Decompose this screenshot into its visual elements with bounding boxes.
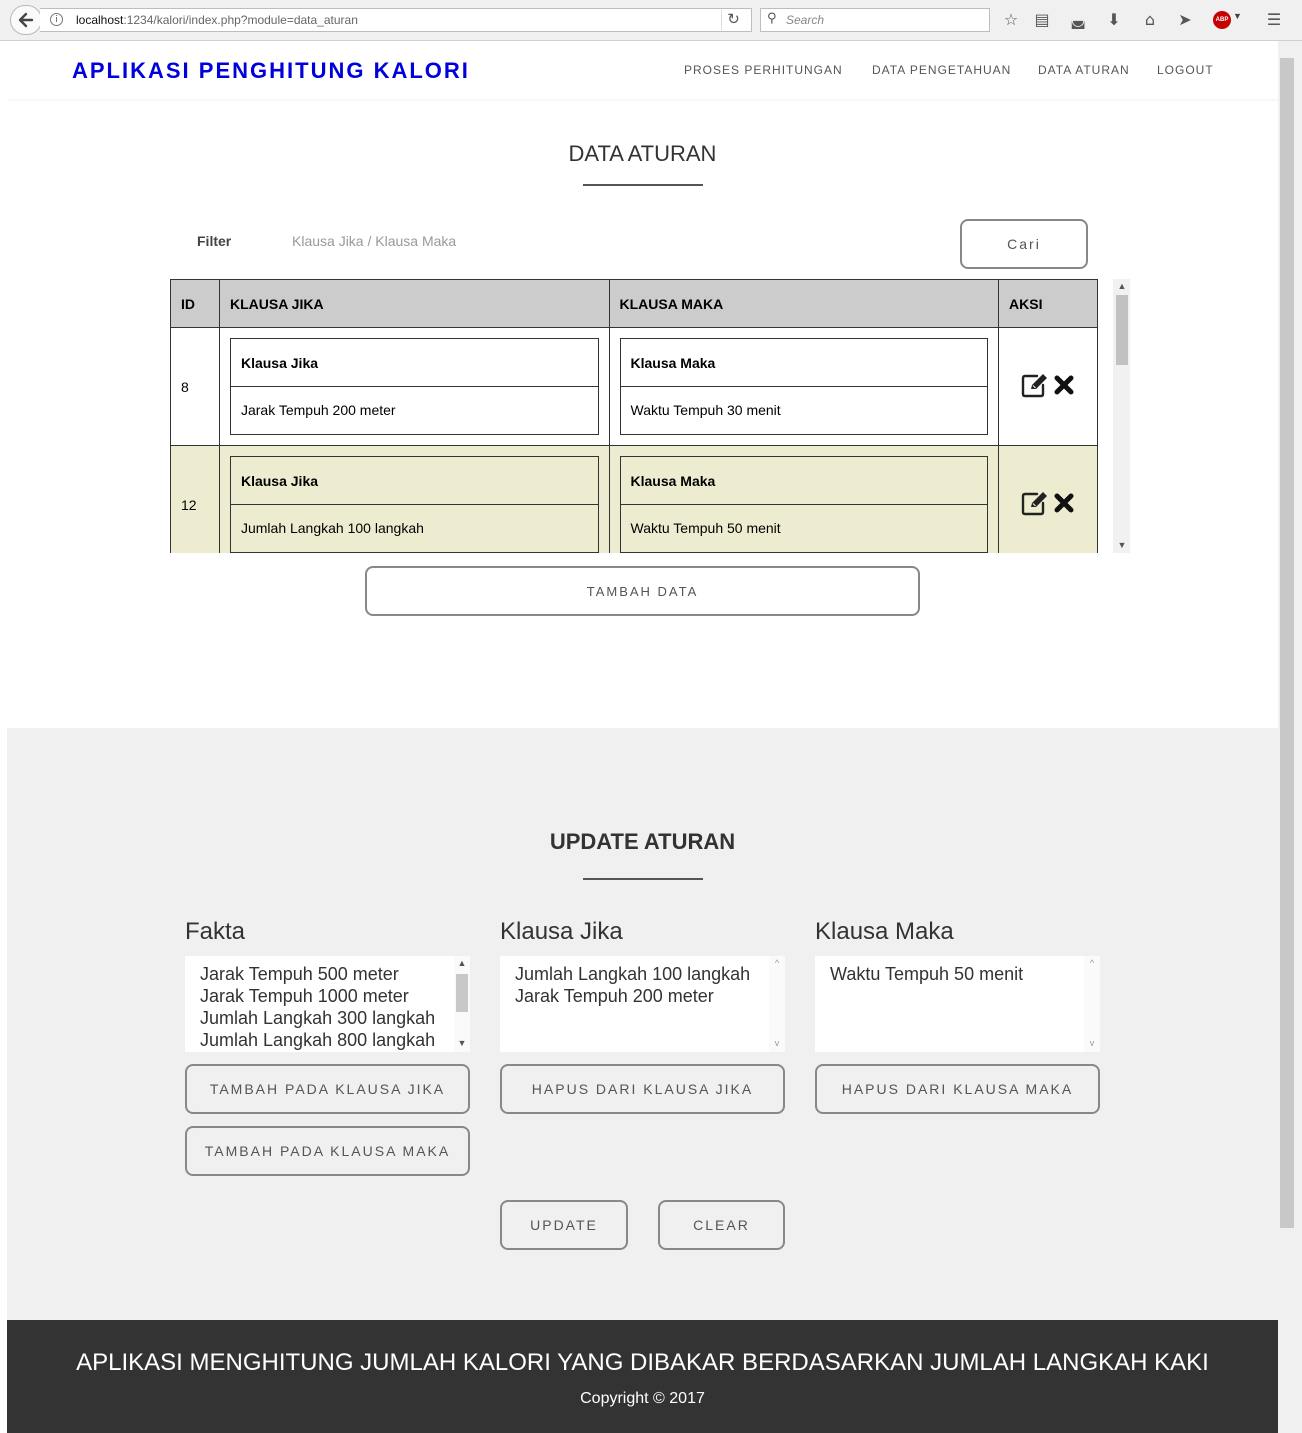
remove-from-klausa-jika-button[interactable]: HAPUS DARI KLAUSA JIKA [500,1064,785,1114]
column-header-klausa-maka: KLAUSA MAKA [609,280,999,328]
klausa-maka-box [620,456,989,553]
scroll-up-icon[interactable]: ▲ [457,958,467,968]
send-icon[interactable]: ➤ [1178,10,1192,29]
row-actions [999,446,1098,554]
chevron-down-icon[interactable]: ▼ [1233,11,1242,21]
edit-icon[interactable] [1021,372,1049,398]
title-divider [583,184,703,186]
search-icon: ⚲ [767,11,777,26]
filter-input[interactable] [285,227,665,255]
info-icon[interactable]: i [50,13,63,26]
title-divider [583,878,703,880]
pocket-icon[interactable]: ◛ [1070,10,1086,29]
list-item[interactable]: Jarak Tempuh 200 meter [515,986,714,1006]
klausa-jika-box [230,456,599,553]
update-aturan-title: UPDATE ATURAN [549,829,736,854]
rules-table [170,279,1098,553]
klausa-jika-label: Klausa Jika [231,339,598,387]
footer-title: APLIKASI MENGHITUNG JUMLAH KALORI YANG DIBAKAR BERDASARKAN JUMLAH LANGKAH KAKI [76,1349,1209,1376]
list-item[interactable]: Jumlah Langkah 100 langkah [515,964,751,984]
klausa-maka-box [620,338,989,435]
back-button[interactable] [10,5,42,35]
bookmark-star-icon[interactable]: ☆ [1003,10,1019,29]
brand-title[interactable]: APLIKASI PENGHITUNG KALORI [72,58,470,83]
klausa-maka-value: Waktu Tempuh 30 menit [630,402,781,418]
row-id: 12 [171,446,220,554]
nav-data-aturan[interactable]: DATA ATURAN [1038,63,1130,77]
list-item[interactable]: Jumlah Langkah 300 langkah [200,1008,436,1028]
row-actions [999,328,1098,446]
url-text: localhost:1234/kalori/index.php?module=data_aturan [76,13,358,27]
rules-table-container [170,279,1130,553]
fakta-scroll-thumb[interactable] [456,974,468,1012]
page-viewport [7,41,1278,1433]
scroll-down-icon[interactable]: v [774,1038,780,1048]
search-button[interactable]: Cari [960,219,1088,269]
klausa-jika-title: Klausa Jika [500,918,623,945]
klausa-maka-listbox[interactable] [815,956,1100,1052]
klausa-jika-label: Klausa Jika [231,457,598,505]
klausa-maka-value: Waktu Tempuh 50 menit [630,520,781,536]
browser-search-bar[interactable] [760,8,990,32]
klausa-maka-scrollbar[interactable] [1084,956,1100,1052]
hamburger-menu-icon[interactable]: ☰ [1266,10,1282,29]
scroll-down-icon[interactable]: v [1089,1038,1095,1048]
delete-icon[interactable] [1053,492,1075,514]
browser-search-placeholder: Search [786,13,825,27]
column-header-klausa-jika: KLAUSA JIKA [219,280,609,328]
scroll-up-icon[interactable]: ^ [1089,958,1095,968]
update-button[interactable]: UPDATE [500,1200,628,1250]
update-section [7,728,1278,1320]
klausa-jika-scrollbar[interactable] [769,956,785,1052]
klausa-jika-value: Jumlah Langkah 100 langkah [240,520,424,536]
table-header-row [171,280,1098,328]
column-header-aksi: AKSI [999,280,1098,328]
scroll-down-icon[interactable]: ▼ [1117,540,1127,550]
remove-from-klausa-maka-button[interactable]: HAPUS DARI KLAUSA MAKA [815,1064,1100,1114]
table-scroll-thumb[interactable] [1116,295,1128,365]
list-item[interactable]: Jarak Tempuh 1000 meter [200,986,409,1006]
klausa-jika-box [230,338,599,435]
clear-button[interactable]: CLEAR [658,1200,785,1250]
arrow-left-icon [11,6,41,34]
row-klausa-jika [219,328,609,446]
row-klausa-maka [609,446,999,554]
nav-logout[interactable]: LOGOUT [1157,63,1214,77]
delete-icon[interactable] [1053,374,1075,396]
browser-toolbar [0,0,1302,41]
klausa-maka-title: Klausa Maka [815,918,954,945]
list-item[interactable]: Waktu Tempuh 50 menit [830,964,1024,984]
adblock-icon[interactable]: ABP [1213,11,1231,29]
scroll-down-icon[interactable]: ▼ [457,1038,467,1048]
home-icon[interactable]: ⌂ [1144,10,1156,29]
filter-label: Filter [197,233,232,249]
add-data-button[interactable]: TAMBAH DATA [365,566,920,616]
table-row [171,328,1098,446]
edit-icon[interactable] [1021,490,1049,516]
site-header [7,41,1278,99]
list-item[interactable]: Jumlah Langkah 800 langkah [200,1030,436,1050]
site-footer [7,1320,1278,1433]
fakta-scrollbar[interactable] [454,956,470,1052]
reading-list-icon[interactable]: ▤ [1034,10,1050,29]
klausa-maka-label: Klausa Maka [621,457,988,505]
scroll-up-icon[interactable]: ^ [774,958,780,968]
data-aturan-title: DATA ATURAN [568,141,717,166]
klausa-maka-label: Klausa Maka [621,339,988,387]
row-klausa-jika [219,446,609,554]
add-to-klausa-jika-button[interactable]: TAMBAH PADA KLAUSA JIKA [185,1064,470,1114]
scroll-up-icon[interactable]: ▲ [1117,281,1127,291]
download-icon[interactable]: ⬇ [1107,10,1121,29]
page-scroll-thumb[interactable] [1280,58,1294,1228]
add-to-klausa-maka-button[interactable]: TAMBAH PADA KLAUSA MAKA [185,1126,470,1176]
footer-copyright: Copyright © 2017 [580,1390,705,1407]
klausa-jika-listbox[interactable] [500,956,785,1052]
column-header-id: ID [171,280,220,328]
fakta-title: Fakta [185,918,246,945]
klausa-jika-value: Jarak Tempuh 200 meter [240,402,396,418]
nav-proses-perhitungan[interactable]: PROSES PERHITUNGAN [684,63,843,77]
table-row [171,446,1098,554]
row-klausa-maka [609,328,999,446]
list-item[interactable]: Jarak Tempuh 500 meter [200,964,399,984]
fakta-listbox[interactable] [185,956,470,1052]
row-id: 8 [171,328,220,446]
nav-data-pengetahuan[interactable]: DATA PENGETAHUAN [872,63,1012,77]
reload-icon[interactable]: ↻ [721,10,745,30]
address-bar[interactable] [40,8,752,32]
